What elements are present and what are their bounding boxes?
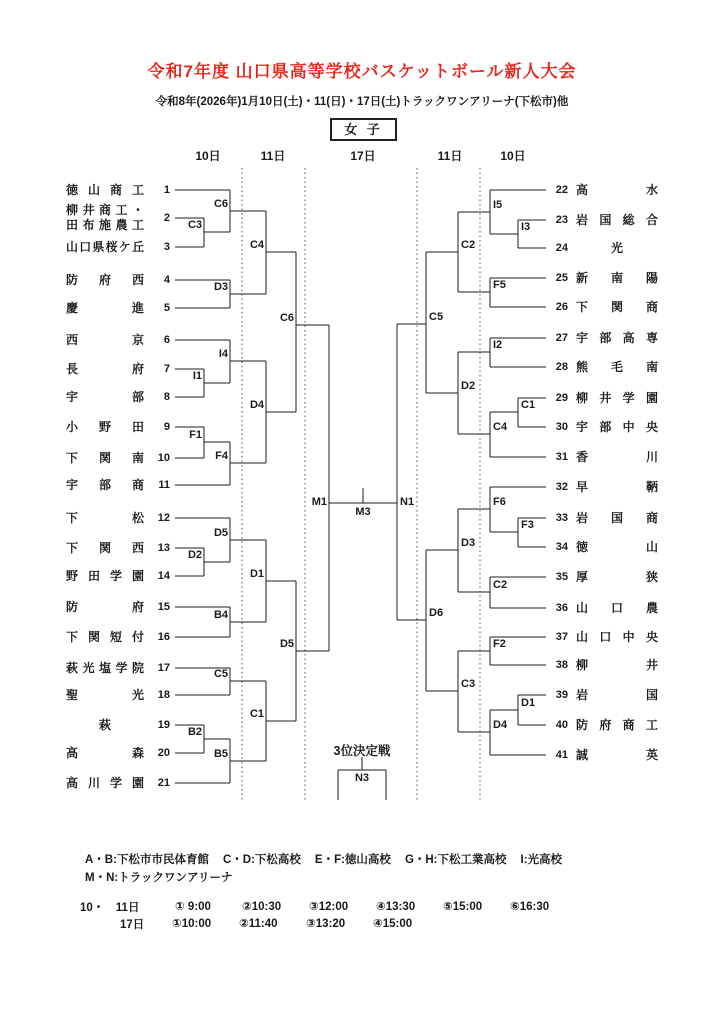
team-seed: 32 [555,481,568,493]
match-label-c3: C3 [187,219,202,231]
match-label-b5: B5 [213,748,228,760]
match-label-c1: C1 [249,708,264,720]
column-date-5: 10日 [500,149,526,163]
match-label-f5: F5 [493,279,506,291]
match-label-f6: F6 [493,496,506,508]
match-label-n1: N1 [400,496,415,508]
schedule-time: ①10:00 [172,918,212,930]
team-name: 聖光 [66,687,144,702]
page-subtitle: 令和8年(2026年)1月10日(土)・11(日)・17日(土)トラックワンアリーナ(下松市)他 [155,96,569,108]
match-label-b4: B4 [213,609,228,621]
team-seed: 36 [555,602,568,614]
team-seed: 18 [157,689,170,701]
schedule-time: ⑥16:30 [510,901,550,913]
match-label-i3: I3 [521,221,531,233]
team-row [66,660,170,676]
match-label-b2: B2 [187,726,202,738]
day-column-separators [242,168,480,800]
page-title: 令和7年度 山口県高等学校バスケットボール新人大会 [147,62,577,81]
team-row [546,449,658,465]
third-place-title: 3位決定戦 [333,744,391,758]
column-date-1: 10日 [195,149,221,163]
match-label-d3: D3 [213,281,228,293]
match-label-d1: D1 [249,568,264,580]
team-row [546,330,658,346]
team-row [546,359,658,375]
team-name: 高水 [576,182,658,197]
team-name: 柳井学園 [576,390,658,405]
team-name: 柳井商工・ [66,203,144,217]
team-row [546,390,658,406]
team-row [66,300,170,316]
team-seed: 35 [555,571,568,583]
column-date-2: 11日 [260,149,286,163]
match-label-c4: C4 [249,239,264,251]
team-seed: 25 [555,272,568,284]
team-seed: 15 [157,601,170,613]
match-label-i2: I2 [493,339,503,351]
venue-legend-line2: M・N:トラックワンアリーナ [85,872,233,884]
team-name: 新南陽 [576,270,658,285]
team-seed: 39 [555,689,568,701]
venue-legend-item: E・F:徳山高校 [314,854,391,866]
team-name: 田布施農工 [66,218,144,232]
team-name: 西京 [66,332,144,347]
team-row [66,239,170,255]
team-seed: 7 [163,363,170,375]
team-seed: 33 [555,512,568,524]
team-seed: 31 [555,451,568,463]
match-label-d5-day10: D5 [213,527,228,539]
team-seed: 13 [157,542,170,554]
team-seed: 19 [157,719,170,731]
match-label-n3-third-place: N3 [354,772,370,784]
match-label-d5-day11: D5 [279,638,294,650]
match-label-c2-day10: C2 [493,579,508,591]
team-name: 徳山 [576,539,658,554]
team-name: 岩国商 [576,510,658,525]
venue-legend-item: I:光高校 [520,854,563,866]
team-name: 山口県桜ケ丘 [66,239,144,254]
team-seed: 26 [555,301,568,313]
team-row [546,510,658,526]
match-label-c4-day10: C4 [493,421,508,433]
team-name: 下関南 [66,450,144,465]
match-label-d1-day10: D1 [521,697,536,709]
team-name: 厚狭 [576,569,658,584]
match-label-f4: F4 [215,450,228,462]
match-label-i1: I1 [192,370,202,382]
team-row [66,568,170,584]
team-name: 香川 [576,449,658,464]
team-row [546,569,658,585]
team-seed: 3 [163,241,170,253]
venue-legend-item: A・B:下松市市民体育館 [85,854,209,866]
team-seed: 5 [163,302,170,314]
schedule-time: ④13:30 [376,901,416,913]
team-row [66,450,170,466]
team-name: 光 [610,240,623,255]
team-name: 誠英 [576,747,658,762]
team-name: 下関西 [66,540,144,555]
match-label-d2: D2 [187,549,202,561]
match-label-d3-day11: D3 [461,537,476,549]
schedule-time: ②10:30 [242,901,282,913]
team-row [546,657,658,673]
schedule-time: ③13:20 [306,918,346,930]
team-name: 岩国 [576,687,658,702]
team-name: 長府 [66,361,144,376]
team-name: 萩光塩学院 [66,660,144,675]
match-label-i4: I4 [218,348,228,360]
bracket-paths [175,190,546,800]
team-seed: 10 [157,452,170,464]
team-row [546,212,658,228]
match-label-m3-final: M3 [355,506,371,518]
column-date-3: 17日 [350,149,376,163]
team-name: 宇部 [66,389,144,404]
team-row [66,599,170,615]
team-name: 徳山商工 [66,182,144,197]
team-seed: 14 [157,570,170,582]
team-name: 高川学園 [66,775,144,790]
team-name: 山口中央 [576,629,658,644]
team-seed: 12 [157,512,170,524]
team-row [546,182,658,198]
match-label-d4-day10: D4 [493,719,508,731]
team-row [546,270,658,286]
team-row [66,629,170,645]
team-name: 小野田 [66,419,144,434]
team-row [546,600,658,616]
venue-legend-item: G・H:下松工業高校 [404,854,507,866]
team-seed: 41 [555,749,568,761]
team-name: 慶進 [66,300,144,315]
team-name: 下関商 [576,299,658,314]
team-seed: 34 [555,541,568,553]
team-row [66,540,170,556]
team-name: 宇部高専 [576,330,658,345]
team-seed: 20 [157,747,170,759]
team-name: 岩国総合 [576,212,658,227]
team-row [66,419,170,435]
schedule-time: ③12:00 [309,901,349,913]
team-name: 野田学園 [66,568,144,583]
match-label-c6-day11: C6 [279,312,294,324]
schedule-row-day17 [120,916,440,932]
team-row [66,332,170,348]
team-seed: 8 [163,391,170,403]
schedule-time: ④15:00 [373,918,413,930]
team-name: 高森 [66,745,144,760]
team-seed: 27 [555,332,568,344]
schedule-time: ① 9:00 [175,901,211,913]
team-row [66,717,170,733]
team-seed: 24 [555,242,568,254]
match-label-c5: C5 [213,668,228,680]
team-row [66,477,170,493]
team-seed: 9 [163,421,170,433]
team-seed: 4 [163,274,170,286]
team-name: 山口農 [576,600,658,615]
match-label-f1: F1 [189,429,202,441]
team-row [546,240,658,256]
team-seed: 23 [555,214,568,226]
team-name: 宇部中央 [576,419,658,434]
team-row [546,629,658,645]
team-row [66,182,170,198]
match-label-m1: M1 [311,496,327,508]
team-row [66,510,170,526]
team-seed: 38 [555,659,568,671]
match-label-c6-day10: C6 [213,198,228,210]
team-seed: 2 [163,212,170,224]
team-row [66,361,170,377]
schedule-day-label: 17日 [120,919,145,931]
column-date-4: 11日 [437,149,463,163]
team-name: 防府 [66,599,144,614]
team-name: 柳井 [576,657,658,672]
team-row [546,687,658,703]
team-seed: 16 [157,631,170,643]
team-row [546,419,658,435]
team-row [66,687,170,703]
team-seed: 17 [157,662,170,674]
team-seed: 21 [157,777,170,789]
team-name: 防府商工 [576,717,658,732]
team-seed: 29 [555,392,568,404]
team-name: 早鞆 [576,479,658,494]
schedule-time: ⑤15:00 [443,901,483,913]
match-label-f2: F2 [493,638,506,650]
team-seed: 37 [555,631,568,643]
team-seed: 6 [163,334,170,346]
team-row [66,775,170,791]
venue-legend [85,851,576,867]
team-row [66,745,170,761]
venue-legend-item: C・D:下松高校 [222,854,301,866]
division-box: 女 子 [330,118,397,141]
team-name: 下関短付 [66,629,144,644]
team-name: 宇部商 [66,477,144,492]
team-name: 萩 [98,717,111,732]
match-label-c5-day11: C5 [429,311,444,323]
team-seed: 40 [555,719,568,731]
schedule-row-day10-11 [80,899,577,915]
team-row [546,539,658,555]
team-seed: 11 [158,479,170,491]
team-row [546,717,658,733]
team-seed: 1 [163,184,170,196]
team-seed: 28 [555,361,568,373]
match-label-d4: D4 [249,399,264,411]
team-row [546,479,658,495]
team-seed: 22 [555,184,568,196]
team-row [546,747,658,763]
team-row [66,202,170,234]
schedule-day-label: 10・ 11日 [80,902,140,914]
match-label-d6: D6 [429,607,444,619]
team-row [66,272,170,288]
match-label-c2-day11: C2 [461,239,476,251]
team-name: 熊毛南 [576,359,658,374]
match-label-d2-day11: D2 [461,380,476,392]
schedule-time: ②11:40 [239,918,278,930]
team-row [66,389,170,405]
match-label-c3-day11: C3 [461,678,476,690]
match-label-f3: F3 [521,519,534,531]
match-label-i5: I5 [493,199,503,211]
team-name: 防府西 [66,272,144,287]
team-row [546,299,658,315]
team-seed: 30 [555,421,568,433]
team-name: 下松 [66,510,144,525]
match-label-c1-day10: C1 [521,399,536,411]
